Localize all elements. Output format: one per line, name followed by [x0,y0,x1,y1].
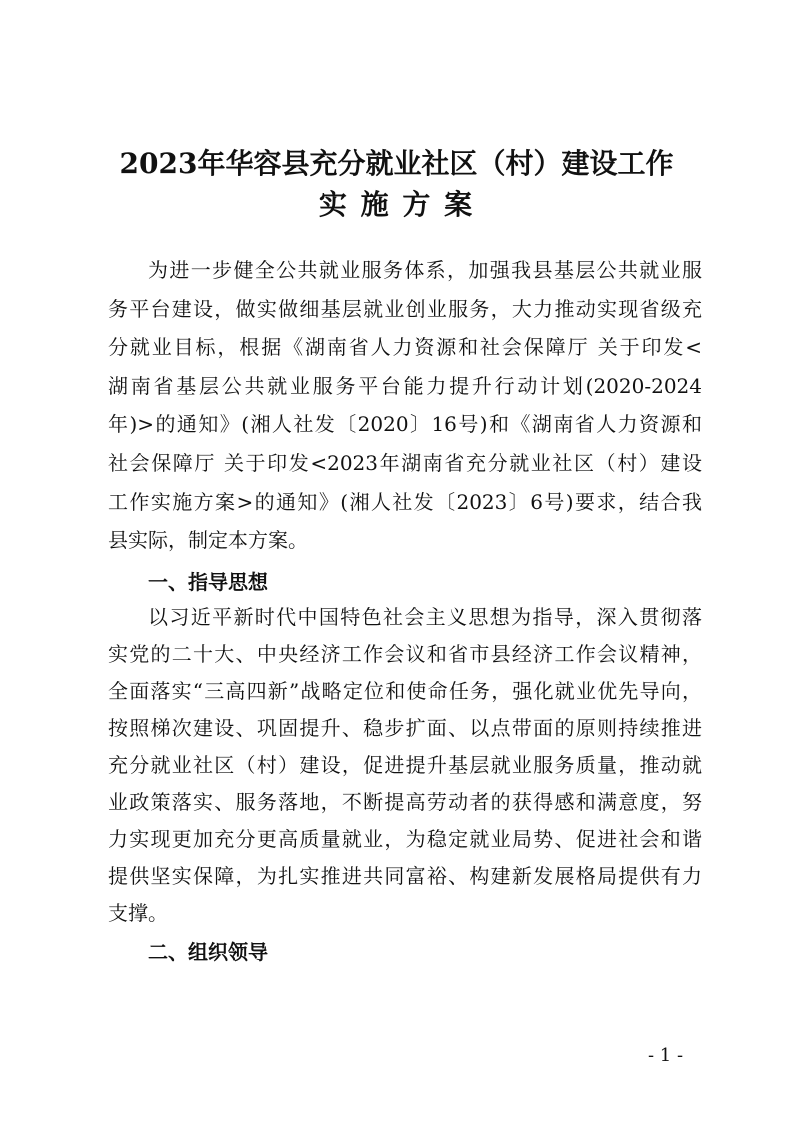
section-heading-2: 二、组织领导 [148,940,268,964]
title-line-1: 2023年华容县充分就业社区（村）建设工作 [119,147,674,180]
text-line: 工作实施方案>的通知》(湘人社发〔2023〕6号)要求，结合我 [108,489,702,514]
text-line: 实党的二十大、中央经济工作会议和省市县经济工作会议精神， [108,642,702,666]
text-line: 以习近平新时代中国特色社会主义思想为指导，深入贯彻落 [148,605,702,629]
text-line: 力实现更加充分更高质量就业，为稳定就业局势、促进社会和谐 [108,827,702,851]
text-line: 提供坚实保障，为扎实推进共同富裕、构建新发展格局提供有力 [108,864,702,888]
title-line-2: 实 施 方 案 [318,188,475,221]
text-line: 按照梯次建设、巩固提升、稳步扩面、以点带面的原则持续推进 [108,716,702,740]
text-line: 县实际，制定本方案。 [108,528,308,553]
text-line: 分就业目标，根据《湖南省人力资源和社会保障厅 关于印发< [108,335,702,360]
page-number: - 1 - [648,1045,684,1066]
text-line: 务平台建设，做实做细基层就业创业服务，大力推动实现省级充 [108,296,702,321]
text-line: 社会保障厅 关于印发<2023年湖南省充分就业社区（村）建设 [108,451,702,475]
text-line: 为进一步健全公共就业服务体系，加强我县基层公共就业服 [148,258,702,282]
text-line: 年)>的通知》(湘人社发〔2020〕16号)和《湖南省人力资源和 [108,412,702,437]
text-line: 业政策落实、服务落地，不断提高劳动者的获得感和满意度，努 [108,790,702,814]
text-line: 全面落实“三高四新”战略定位和使命任务，强化就业优先导向， [108,679,702,703]
text-line: 支撑。 [108,901,168,925]
section-heading-1: 一、指导思想 [148,570,268,594]
text-line: 充分就业社区（村）建设，促进提升基层就业服务质量，推动就 [108,753,702,777]
text-line: 湖南省基层公共就业服务平台能力提升行动计划(2020-2024 [108,373,702,398]
